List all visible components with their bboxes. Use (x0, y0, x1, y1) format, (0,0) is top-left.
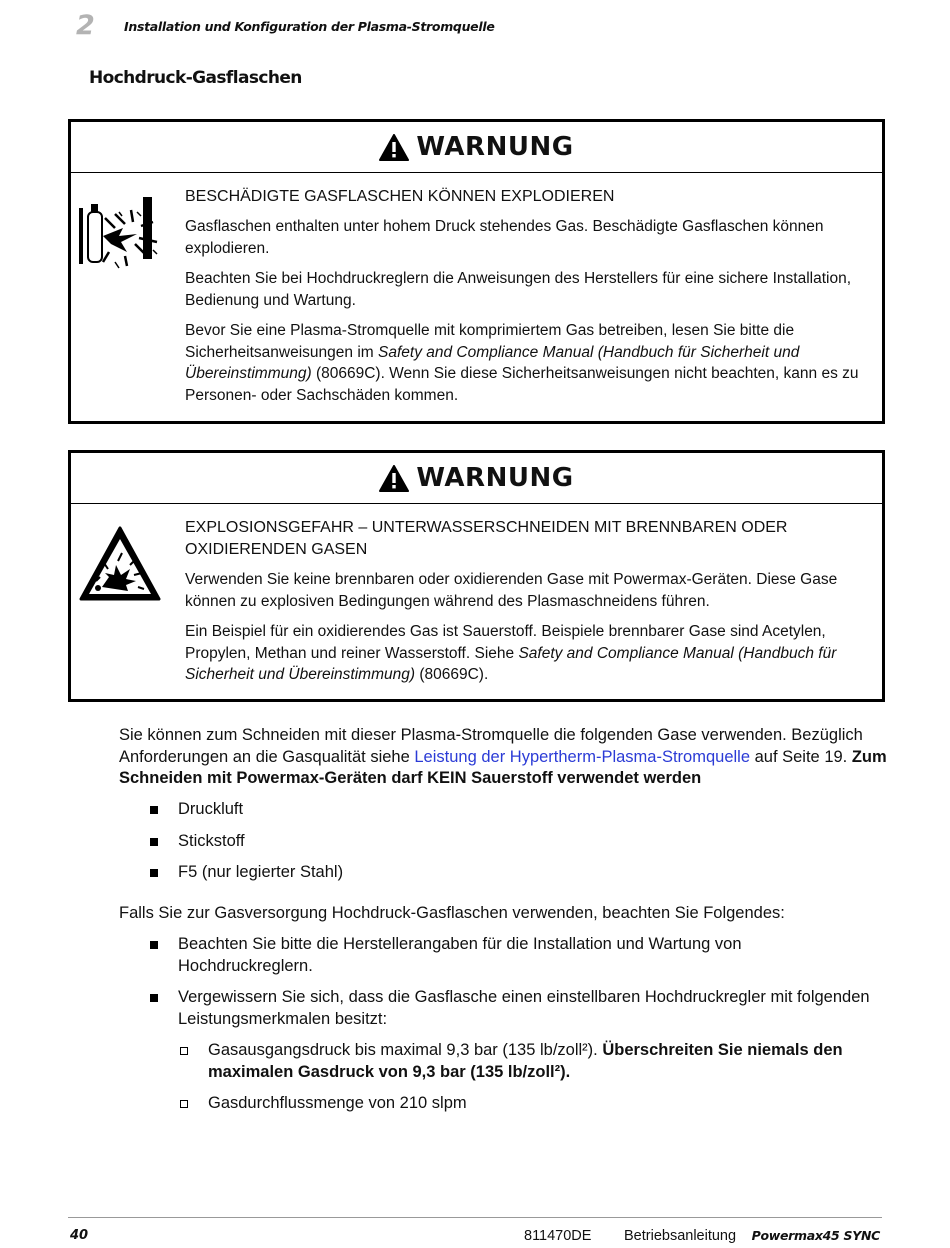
gas-list-item: F5 (nur legierter Stahl) (178, 863, 344, 881)
warning-heading: BESCHÄDIGTE GASFLASCHEN KÖNNEN EXPLODIEREN (185, 188, 615, 205)
oxygen-warning-text: Zum Schneiden mit Powermax-Geräten darf KEIN Sauerstoff verwendet werden (119, 747, 887, 787)
footer-divider (68, 1217, 882, 1218)
cylinder-list-item: Vergewissern Sie sich, dass die Gasflasche einen einstellbaren Hochdruckregler mit folgenden Leistungsmerkmalen besitzt: (178, 988, 870, 1028)
cylinder-intro-paragraph: Falls Sie zur Gasversorgung Hochdruck-Gasflaschen verwenden, beachten Sie Folgendes: (119, 904, 785, 922)
regulator-spec-item: Gasausgangsdruck bis maximal 9,3 bar (135 lb/zoll²). Überschreiten Sie niemals den maximalen Gasdruck von 9,3 bar (135 lb/zoll²). (208, 1041, 843, 1081)
bullet-marker (150, 838, 158, 846)
warning-paragraph: Beachten Sie bei Hochdruckreglern die Anweisungen des Herstellers für eine sichere Installation, Bedienung und Wartung. (185, 270, 852, 309)
chapter-number: 2 (76, 10, 95, 41)
warning-content (185, 186, 864, 415)
warning-content (185, 517, 864, 695)
section-title: Hochdruck-Gasflaschen (89, 68, 302, 88)
warning-header (71, 453, 882, 504)
page-number: 40 (70, 1228, 89, 1243)
explosion-hazard-icon (78, 525, 162, 608)
warning-paragraph: Gasflaschen enthalten unter hohem Druck stehendes Gas. Beschädigte Gasflaschen können explodieren. (185, 218, 824, 257)
warning-triangle-icon (379, 134, 409, 161)
warning-box-cylinders (68, 119, 885, 424)
sub-bullet-marker (180, 1100, 188, 1108)
product-name: Powermax45 SYNC (751, 1228, 880, 1243)
bullet-marker (150, 941, 158, 949)
warning-label: WARNUNG (416, 463, 574, 493)
warning-paragraph: Ein Beispiel für ein oxidierendes Gas ist Sauerstoff. Beispiele brennbarer Gase sind Acetylen, Propylen, Methan und reiner Wasserstoff. Siehe Safety and Compliance Manual (Handbuch für Sicherheit und Übereinstimmung) (80669C). (185, 623, 837, 683)
chapter-title: Installation und Konfiguration der Plasma-Stromquelle (124, 19, 495, 34)
document-number: 811470DE (524, 1228, 592, 1244)
warning-paragraph: Bevor Sie eine Plasma-Stromquelle mit komprimiertem Gas betreiben, lesen Sie bitte die Sicherheitsanweisungen im Safety and Compliance Manual (Handbuch für Sicherheit und Übereinstimmung) (80669C). Wenn Sie diese Sicherheitsanweisungen nicht beachten, kann es zu Personen- oder Sachschäden kommen. (185, 322, 859, 404)
warning-triangle-icon (379, 465, 409, 492)
warning-paragraph: Verwenden Sie keine brennbaren oder oxidierenden Gase mit Powermax-Geräten. Diese Gase können zu explosiven Bedingungen während des Plasmaschneidens führen. (185, 571, 838, 610)
bullet-marker (150, 869, 158, 877)
bullet-marker (150, 806, 158, 814)
document-type: Betriebsanleitung (624, 1228, 737, 1244)
regulator-spec-item: Gasdurchflussmenge von 210 slpm (208, 1094, 467, 1112)
bullet-marker (150, 994, 158, 1002)
gas-intro-paragraph: Sie können zum Schneiden mit dieser Plasma-Stromquelle die folgenden Gase verwenden. Bezüglich Anforderungen an die Gasqualität siehe Leistung der Hypertherm-Plasma-Stromquelle auf Seite 19. Zum Schneiden mit Powermax-Geräten darf KEIN Sauerstoff verwendet werden (119, 726, 887, 787)
manual-title: Safety and Compliance Manual (Handbuch für Sicherheit und Übereinstimmung) (185, 644, 837, 683)
gas-list-item: Stickstoff (178, 832, 245, 850)
gas-cylinder-explosion-icon (75, 192, 163, 277)
warning-label: WARNUNG (416, 132, 574, 162)
warning-heading: EXPLOSIONSGEFAHR – UNTERWASSERSCHNEIDEN MIT BRENNBAREN ODER OXIDIERENDEN GASEN (185, 519, 788, 558)
cylinder-list-item: Beachten Sie bitte die Herstellerangaben für die Installation und Wartung von Hochdruckreglern. (178, 935, 742, 975)
manual-title: Safety and Compliance Manual (Handbuch für Sicherheit und Übereinstimmung) (185, 343, 800, 382)
sub-bullet-marker (180, 1047, 188, 1055)
gas-list-item: Druckluft (178, 800, 244, 818)
performance-link[interactable]: Leistung der Hypertherm-Plasma-Stromquelle (414, 747, 751, 766)
warning-header (71, 122, 882, 173)
max-pressure-warning: Überschreiten Sie niemals den maximalen Gasdruck von 9,3 bar (135 lb/zoll²). (208, 1041, 843, 1081)
warning-box-explosion (68, 450, 885, 702)
